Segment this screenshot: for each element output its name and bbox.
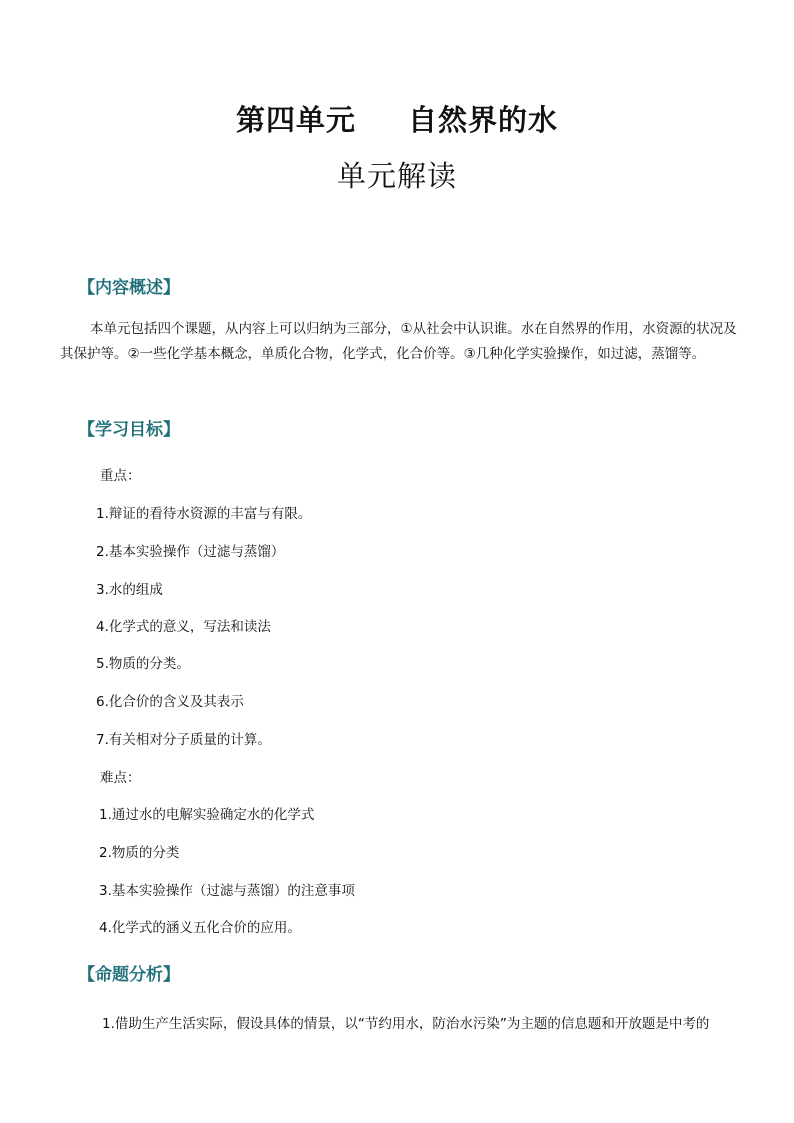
goals-heading: 【学习目标】 xyxy=(78,420,180,440)
key-label: 重点： xyxy=(100,468,141,484)
list-item: 6.化合价的含义及其表示 xyxy=(96,694,244,710)
list-item: 7.有关相对分子质量的计算。 xyxy=(96,732,271,748)
page-title xyxy=(0,98,794,139)
list-item: 1.通过水的电解实验确定水的化学式 xyxy=(99,807,315,823)
page-subtitle: 单元解读 xyxy=(336,159,457,193)
list-item: 4.化学式的涵义五化合价的应用。 xyxy=(99,920,301,936)
list-item: 2.基本实验操作（过滤与蒸馏） xyxy=(96,544,285,560)
overview-text: 本单元包括四个课题，从内容上可以归纳为三部分，①从社会中认识谁。水在自然界的作用，水资源的状况及其保护等。②一些化学基本概念，单质化合物，化学式，化合价等。③几种化学实验操作，如过滤，蒸馏等。 xyxy=(60,321,737,362)
list-item: 3.基本实验操作（过滤与蒸馏）的注意事项 xyxy=(99,883,355,899)
overview-heading: 【内容概述】 xyxy=(78,278,180,298)
list-item: 4.化学式的意义，写法和读法 xyxy=(96,619,271,635)
title-unit: 第四单元 xyxy=(235,103,356,137)
analysis-text: 1.借助生产生活实际，假设具体的情景，以“节约用水，防治水污染”为主题的信息题和开放题是中考的 xyxy=(102,1016,710,1032)
overview-paragraph xyxy=(60,317,740,367)
title-topic: 自然界的水 xyxy=(408,103,559,137)
list-item: 2.物质的分类 xyxy=(99,845,180,861)
list-item: 1.辩证的看待水资源的丰富与有限。 xyxy=(96,506,312,522)
list-item: 3.水的组成 xyxy=(96,582,163,598)
difficult-label: 难点： xyxy=(100,770,141,786)
list-item: 5.物质的分类。 xyxy=(96,656,190,672)
analysis-heading: 【命题分析】 xyxy=(78,965,180,985)
